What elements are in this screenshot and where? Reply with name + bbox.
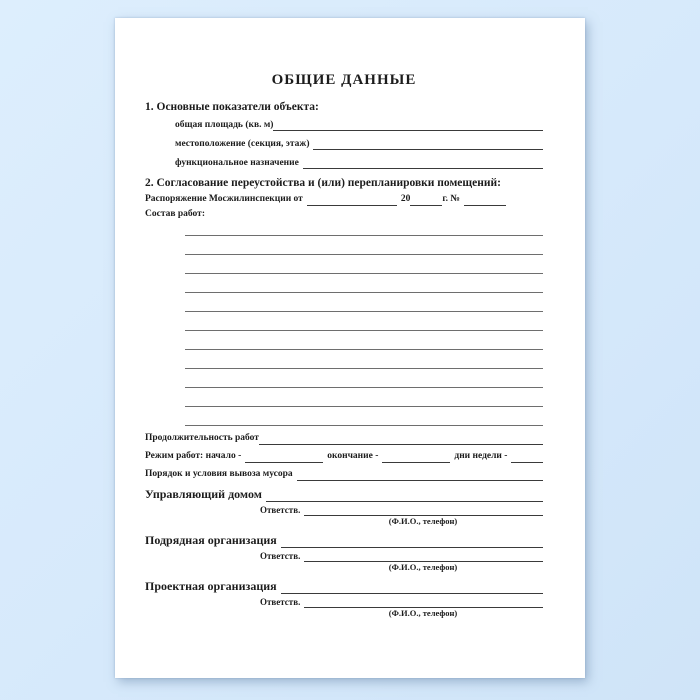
fill-in-line-year (410, 194, 442, 206)
responsible-hint: (Ф.И.О., телефон) (388, 608, 458, 618)
blank-line (185, 331, 543, 350)
garbage-label: Порядок и условия вывоза мусора (145, 469, 293, 479)
responsible-row (145, 550, 543, 562)
field-label: общая площадь (кв. м) (175, 120, 274, 130)
fill-in-line (304, 550, 543, 562)
field-label: функциональное назначение (175, 158, 299, 168)
field-total-area (175, 119, 543, 131)
responsible-hint: (Ф.И.О., телефон) (388, 562, 458, 572)
garbage-row (145, 468, 543, 481)
blank-line (185, 217, 543, 236)
blank-line (185, 388, 543, 407)
page-title: ОБЩИЕ ДАННЫЕ (271, 72, 417, 88)
responsible-hint: (Ф.И.О., телефон) (388, 516, 458, 526)
responsible-label: Ответств. (260, 505, 301, 515)
org-name-row (145, 532, 543, 548)
org-name: Управляющий домом (145, 487, 262, 501)
responsible-row (145, 596, 543, 608)
fill-in-line (304, 596, 543, 608)
fill-in-line (303, 157, 543, 169)
blank-line (185, 274, 543, 293)
field-label: местоположение (секция, этаж) (175, 139, 310, 149)
form-content (115, 18, 585, 678)
responsible-label: Ответств. (260, 551, 301, 561)
section1-heading: 1. Основные показатели объекта: (145, 101, 319, 113)
field-purpose (175, 157, 543, 169)
blank-line (185, 236, 543, 255)
fill-in-line-days (511, 451, 543, 463)
blank-line (185, 255, 543, 274)
fill-in-line (281, 534, 543, 548)
document-page (115, 18, 585, 678)
fill-in-line-date (307, 194, 397, 206)
duration-row (145, 432, 543, 445)
fill-in-line (281, 580, 543, 594)
org-name-row (145, 578, 543, 594)
fill-in-line (304, 504, 543, 516)
order-prefix: Распоряжение Мосжилинспекции от (145, 194, 303, 204)
org-name: Подрядная организация (145, 533, 277, 547)
fill-in-line (259, 433, 543, 445)
org-name: Проектная организация (145, 579, 277, 593)
works-label-text: Состав работ: (145, 209, 205, 219)
blank-line (185, 350, 543, 369)
org-name-row (145, 486, 543, 502)
works-lines (145, 217, 543, 426)
org-block-manager (145, 486, 543, 527)
responsible-label: Ответств. (260, 597, 301, 607)
fill-in-line (313, 138, 543, 150)
blank-line (185, 293, 543, 312)
blank-line (185, 407, 543, 426)
schedule-start-label: Режим работ: начало - (145, 451, 242, 461)
duration-label: Продолжительность работ (145, 433, 259, 443)
blank-line (185, 312, 543, 331)
fill-in-line (297, 469, 543, 481)
schedule-end-label: окончание - (327, 451, 379, 461)
fill-in-line-number (464, 194, 506, 206)
blank-line (185, 369, 543, 388)
order-number-label: г. № (442, 194, 460, 204)
org-block-contractor (145, 532, 543, 573)
section2-heading: 2. Согласование переустойства и (или) перепланировки помещений: (145, 177, 501, 189)
order-row (145, 193, 543, 206)
fill-in-line-end (382, 451, 450, 463)
fill-in-line (273, 119, 543, 131)
schedule-row (145, 450, 543, 463)
order-year: 20 (400, 194, 411, 204)
fill-in-line (266, 488, 543, 502)
org-block-designer (145, 578, 543, 619)
fill-in-line-start (245, 451, 323, 463)
schedule-days-label: дни недели - (454, 451, 508, 461)
field-location (175, 138, 543, 150)
responsible-row (145, 504, 543, 516)
